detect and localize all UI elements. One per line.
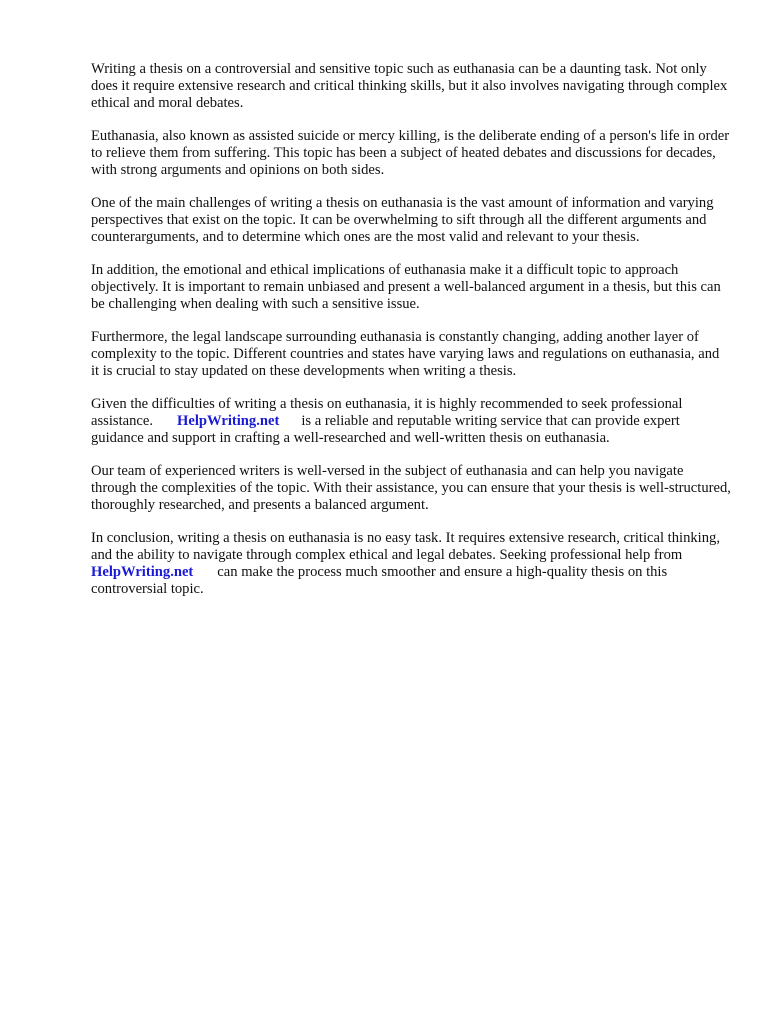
helpwriting-link[interactable]: HelpWriting.net (177, 413, 280, 429)
paragraph-intro: Writing a thesis on a controversial and sensitive topic such as euthanasia can be a daunting task. Not only does it require extensive research and critical thinking skills, but it also involves navigating through complex ethical and moral debates. (91, 61, 728, 111)
paragraph-legal: Furthermore, the legal landscape surrounding euthanasia is constantly changing, adding another layer of complexity to the topic. Different countries and states have varying laws and regulations on euthanasia, and it is crucial to stay updated on these developments when writing a thesis. (91, 329, 720, 379)
helpwriting-link-conclusion[interactable]: HelpWriting.net (91, 564, 194, 580)
paragraph-challenges: One of the main challenges of writing a thesis on euthanasia is the vast amount of information and varying perspectives that exist on the topic. It can be overwhelming to sift through all the different arguments and counterarguments, and to determine which ones are the most valid and relevant to your thesis. (91, 195, 714, 245)
paragraph-conclusion (91, 530, 731, 598)
conclusion-text-after: can make the process much smoother and ensure a high-quality thesis on this controversial topic. (91, 564, 668, 597)
paragraph-assistance (91, 396, 731, 447)
paragraph-team: Our team of experienced writers is well-versed in the subject of euthanasia and can help you navigate through the complexities of the topic. With their assistance, you can ensure that your thesis is well-structured, thoroughly researched, and presents a balanced argument. (91, 463, 731, 513)
document-body (91, 61, 731, 614)
paragraph-emotional: In addition, the emotional and ethical implications of euthanasia make it a difficult topic to approach objectively. It is important to remain unbiased and present a well-balanced argument in a thesis, but this can be challenging when dealing with such a sensitive issue. (91, 262, 721, 312)
conclusion-text-before: In conclusion, writing a thesis on euthanasia is no easy task. It requires extensive research, critical thinking, and the ability to navigate through complex ethical and legal debates. Seeking professional help from (91, 530, 720, 563)
assistance-text-before: Given the difficulties of writing a thesis on euthanasia, it is highly recommended to seek professional assistance. (91, 396, 683, 429)
assistance-text-after: is a reliable and reputable writing service that can provide expert guidance and support in crafting a well-researched and well-written thesis on euthanasia. (91, 413, 680, 446)
paragraph-definition: Euthanasia, also known as assisted suicide or mercy killing, is the deliberate ending of a person's life in order to relieve them from suffering. This topic has been a subject of heated debates and discussions for decades, with strong arguments and opinions on both sides. (91, 128, 730, 178)
